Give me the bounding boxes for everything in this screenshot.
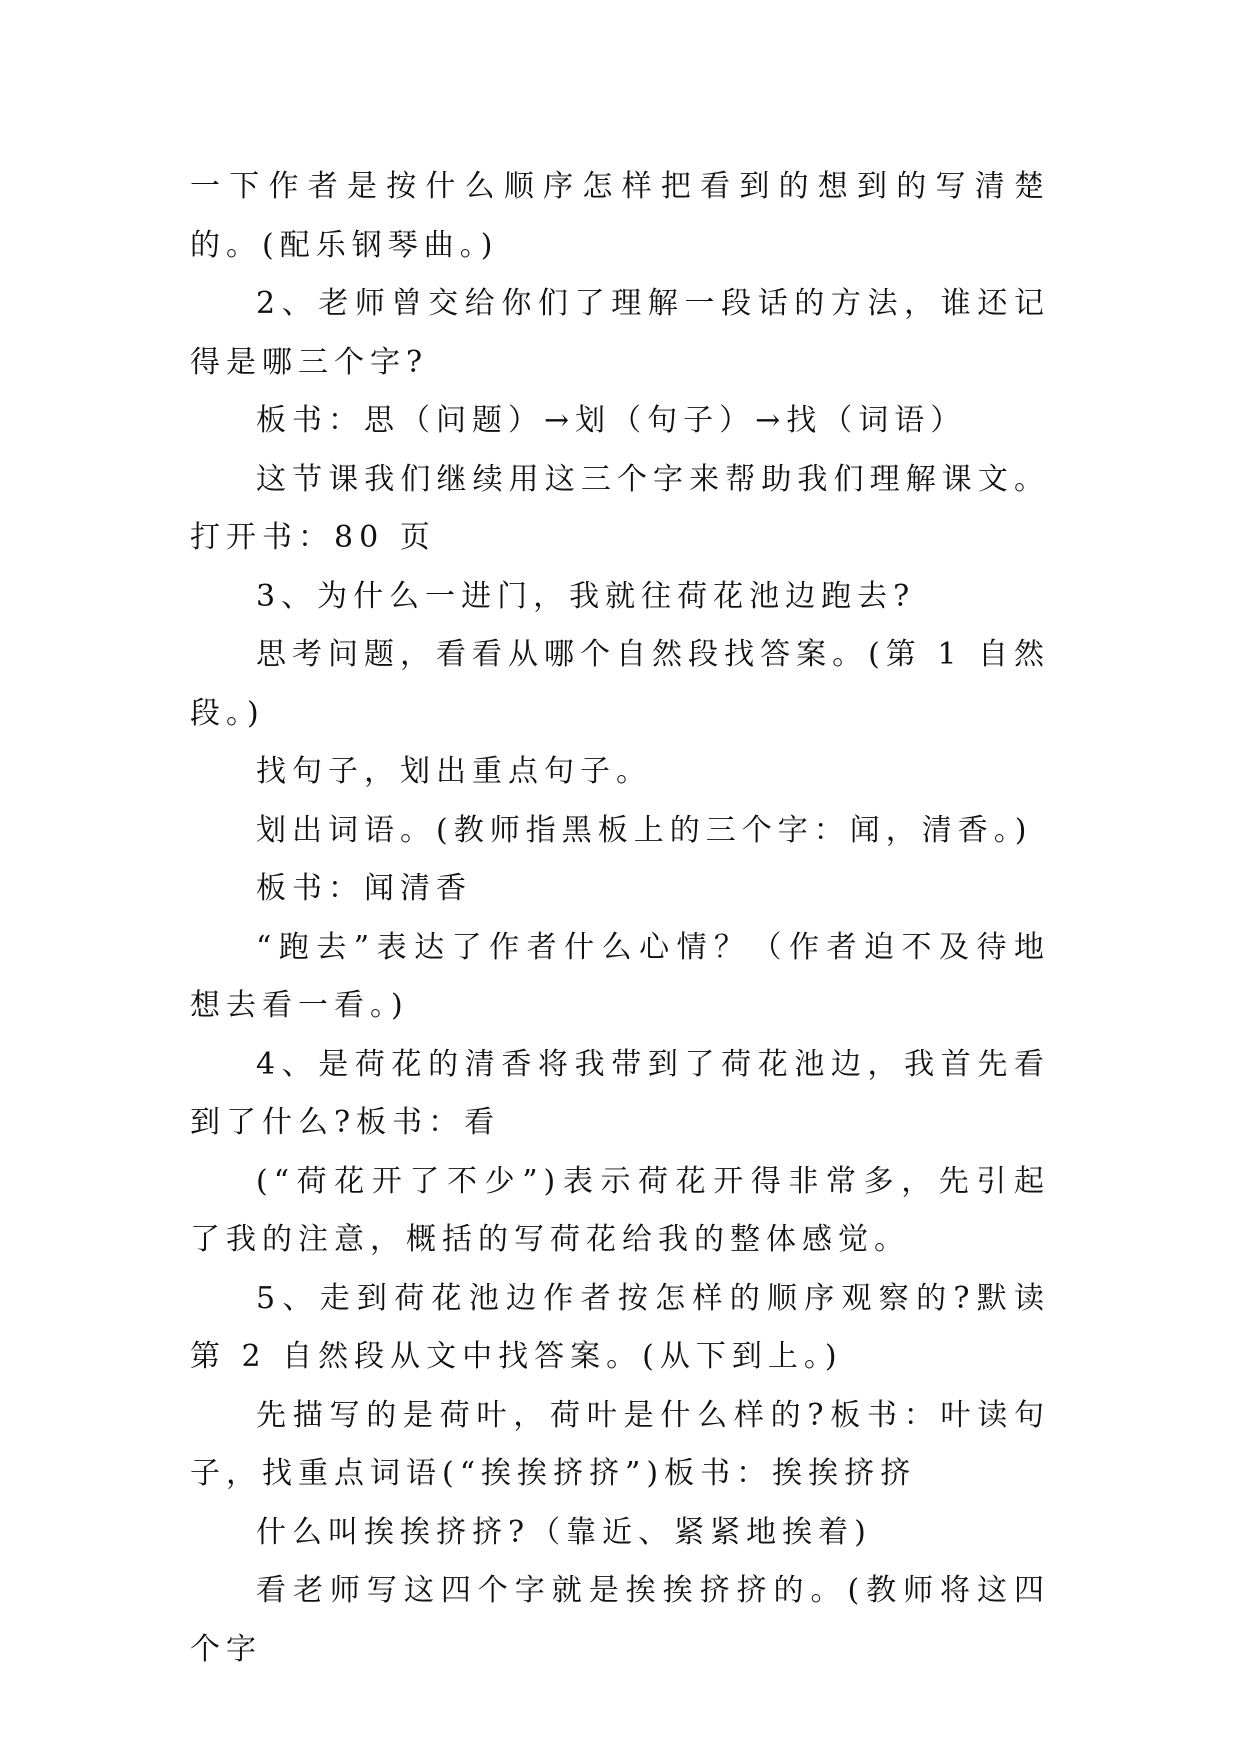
paragraph-10: “跑去”表达了作者什么心情？（作者迫不及待地想去看一看。) bbox=[190, 929, 1050, 1023]
paragraph-5: 3、为什么一进门，我就往荷花池边跑去? bbox=[256, 578, 916, 614]
paragraph-13: 5、走到荷花池边作者按怎样的顺序观察的?默读第 2 自然段从文中找答案。(从下到上。) bbox=[190, 1280, 1050, 1374]
paragraph-9: 板书：闻清香 bbox=[256, 871, 472, 906]
paragraph-16: 看老师写这四个字就是挨挨挤挤的。(教师将这四个字 bbox=[190, 1573, 1050, 1667]
paragraph-15: 什么叫挨挨挤挤?（靠近、紧紧地挨着) bbox=[256, 1514, 872, 1550]
paragraph-4: 这节课我们继续用这三个字来帮助我们理解课文。打开书：80 页 bbox=[190, 461, 1050, 555]
paragraph-1: 一下作者是按什么顺序怎样把看到的想到的写清楚的。(配乐钢琴曲。) bbox=[190, 169, 1050, 263]
paragraph-11: 4、是荷花的清香将我带到了荷花池边，我首先看到了什么?板书：看 bbox=[190, 1046, 1050, 1140]
paragraph-12: (“荷花开了不少”)表示荷花开得非常多，先引起了我的注意，概括的写荷花给我的整体感觉。 bbox=[190, 1163, 1050, 1257]
paragraph-2: 2、老师曾交给你们了理解一段话的方法，谁还记得是哪三个字? bbox=[190, 286, 1050, 380]
paragraph-6: 思考问题，看看从哪个自然段找答案。(第 1 自然段。) bbox=[190, 637, 1050, 731]
paragraph-8: 划出词语。(教师指黑板上的三个字：闻，清香。) bbox=[256, 812, 1033, 848]
paragraph-7: 找句子，划出重点句子。 bbox=[256, 754, 652, 789]
document-body bbox=[190, 158, 1050, 1679]
paragraph-14: 先描写的是荷叶，荷叶是什么样的?板书：叶读句子，找重点词语(“挨挨挤挤”)板书：挨挨挤挤 bbox=[190, 1397, 1050, 1491]
paragraph-3: 板书：思（问题）→划（句子）→找（词语） bbox=[256, 403, 967, 438]
